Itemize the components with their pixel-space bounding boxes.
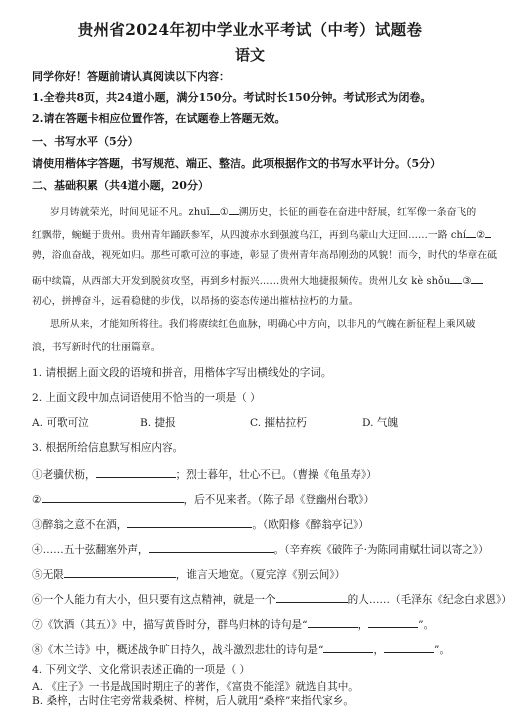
passage-line: 初心，拼搏奋斗，远看稳健的步伐，以昂扬的姿态传递出摧枯拉朽的力量。: [32, 296, 359, 307]
answer-blank: [323, 641, 373, 653]
item-text: ”。: [434, 644, 451, 656]
blank-marker: ①: [219, 207, 229, 218]
question-4-stem: 4. 下列文学、文化常识表述正确的一项是（ ）: [32, 664, 251, 676]
passage-line: [32, 272, 472, 289]
question-3-item-2: [32, 491, 472, 507]
blank-marker: ③: [462, 276, 472, 287]
question-1: 1. 请根据上面文段的语境和拼音，用楷体字写出横线处的字词。: [32, 367, 332, 379]
answer-blank: [384, 641, 434, 653]
passage-text: 红飘带，蜿蜒于贵州。贵州青年踊跃参军，从四渡赤水到强渡乌江，再到乌蒙山大迂回……一路 chí: [32, 230, 467, 241]
answer-blank: [96, 466, 176, 478]
question-2-stem: 2. 上面文段中加点词语使用不恰当的一项是（ ）: [32, 392, 261, 404]
blank-marker: ②: [476, 230, 486, 241]
question-3-item-4: [32, 541, 489, 557]
item-text: ，: [373, 644, 385, 656]
item-text: ，后不见来者。（陈子昂《登幽州台歌》）: [183, 494, 375, 506]
item-text: ②: [32, 494, 42, 506]
passage-line: [50, 203, 477, 220]
answer-blank: [485, 226, 491, 238]
answer-blank: [149, 541, 274, 553]
passage-line: 骋，浴血奋战，视死如归。那些可歌可泣的事迹，彰显了贵州青年高昂刚劲的风貌！而今，时代的华章在砥: [32, 250, 498, 261]
passage-text: 溯历史，长征的画卷在奋进中舒展，红军像一条奋飞的: [238, 207, 477, 218]
answer-blank: [276, 591, 348, 603]
answer-blank: [229, 203, 239, 215]
section-2-heading: 二、基础积累（共4道小题，20分）: [32, 179, 209, 192]
question-4-option-a: A. 《庄子》一书是战国时期庄子的著作，《富贵不能淫》就选自其中。: [32, 681, 359, 693]
passage-text: 岁月铸就荣光，时间见证不凡。zhuī: [50, 207, 210, 218]
item-text: ①老骥伏枥，: [32, 469, 96, 481]
question-2-option-c: C. 摧枯拉朽: [250, 417, 307, 429]
question-2-option-a: A. 可歌可泣: [32, 417, 89, 429]
question-2-option-d: D. 气魄: [362, 417, 399, 429]
item-text: ，: [357, 619, 369, 631]
answer-blank: [450, 272, 462, 284]
item-text: ⑤无限: [32, 569, 64, 581]
section-1-text: 请使用楷体字答题，书写规范、端正、整洁。此项根据作文的书写水平计分。（5分）: [32, 157, 442, 170]
question-3-item-7: [32, 616, 472, 632]
passage-text: 砺中续篇，从西部大开发到脱贫攻坚，再到乡村振兴……贵州大地捷报频传。贵州儿女 kè shǒu: [32, 276, 451, 287]
answer-blank: [471, 272, 483, 284]
item-text: ⑦《饮酒（其五）》中，描写黄昏时分，群鸟归林的诗句是“: [32, 619, 308, 631]
subject-title: 语文: [234, 46, 265, 64]
instruction-item-1: 1.全卷共8页，共24道小题，满分150分。考试时长150分钟。考试形式为闭卷。: [32, 91, 432, 104]
instruction-greeting: 同学你好！答题前请认真阅读以下内容：: [32, 70, 230, 83]
question-4-option-b: B. 桑梓，古时住宅旁常栽桑树、梓树，后人就用“桑梓”来指代家乡。: [32, 695, 354, 707]
answer-blank: [466, 226, 476, 238]
answer-blank: [64, 566, 176, 578]
answer-blank: [210, 203, 220, 215]
exam-title: 贵州省2024年初中学业水平考试（中考）试题卷: [77, 20, 423, 39]
item-text: ⑧《木兰诗》中，概述战争旷日持久，战斗激烈悲壮的诗句是“: [32, 644, 324, 656]
answer-blank: [368, 616, 418, 628]
answer-blank: [308, 616, 358, 628]
passage-line: 浪，书写新时代的壮丽篇章。: [32, 342, 161, 353]
passage-line: 思所从来，才能知所将往。我们将赓续红色血脉，明确心中方向，以非凡的气魄在新征程上乘风破: [50, 319, 476, 330]
question-3-item-3: [32, 516, 472, 532]
item-text: 。（辛弃疾《破阵子·为陈同甫赋壮词以寄之》）: [273, 544, 489, 556]
item-text: ，谁言天地宽。（夏完淳《别云间》）: [175, 569, 346, 581]
item-text: ③醉翁之意不在酒，: [32, 519, 128, 531]
item-text: ；烈士暮年，壮心不已。（曹操《龟虽寿》）: [175, 469, 377, 481]
question-3-item-1: [32, 466, 472, 482]
instruction-item-2: 2.请在答题卡相应位置作答，在试题卷上答题无效。: [32, 112, 286, 125]
item-text: ④……五十弦翻塞外声，: [32, 544, 149, 556]
question-2-option-b: B. 捷报: [140, 417, 176, 429]
item-text: ⑥一个人能力有大小，但只要有这点精神，就是一个: [32, 594, 276, 606]
passage-line: [32, 226, 486, 243]
answer-blank: [42, 491, 184, 503]
item-text: 。（欧阳修《醉翁亭记》）: [252, 519, 369, 531]
item-text: 的人……（毛泽东《纪念白求恩》）: [347, 594, 512, 606]
question-3-item-8: [32, 641, 472, 657]
question-3-item-6: [32, 591, 512, 607]
item-text: ”。: [418, 619, 435, 631]
answer-blank: [127, 516, 252, 528]
question-3-item-5: [32, 566, 472, 582]
section-1-heading: 一、书写水平（5分）: [32, 135, 139, 148]
question-3-stem: 3. 根据所给信息默写相应内容。: [32, 442, 184, 454]
